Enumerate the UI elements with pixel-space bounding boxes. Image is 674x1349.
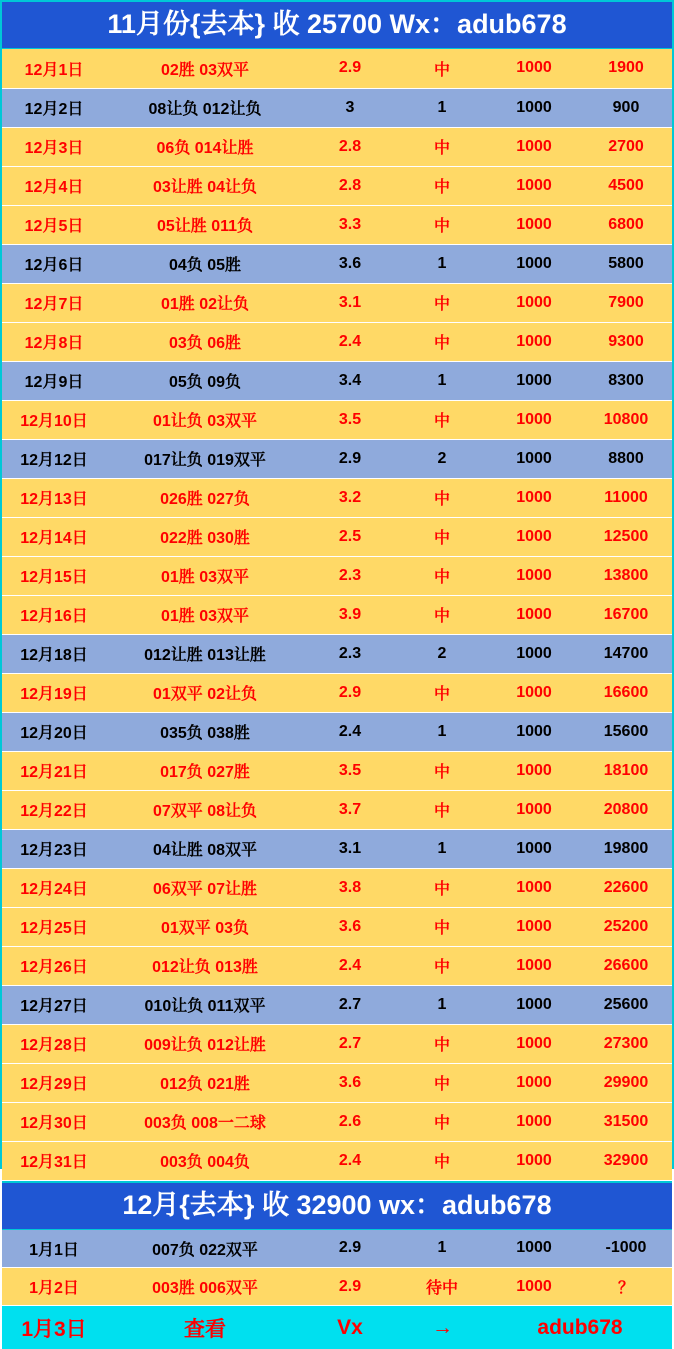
- cell-date: 12月25日: [2, 907, 106, 946]
- cell-stake: 1000: [488, 1268, 580, 1306]
- cell-match: 05让胜 011负: [106, 205, 304, 244]
- cell-result: 中: [396, 283, 488, 322]
- cell-date: 12月10日: [2, 400, 106, 439]
- cell-odds: 3.5: [304, 751, 396, 790]
- cell-match: 01胜 03双平: [106, 595, 304, 634]
- cell-profit: 7900: [580, 283, 672, 322]
- table-row: [2, 400, 672, 439]
- table-row: [2, 595, 672, 634]
- table-row: [2, 985, 672, 1024]
- cta-contact[interactable]: adub678: [488, 1306, 672, 1349]
- cell-result: 中: [396, 1024, 488, 1063]
- cell-result: 中: [396, 751, 488, 790]
- table-row: [2, 49, 672, 88]
- table-row: [2, 946, 672, 985]
- results-body: [2, 49, 672, 1180]
- cell-match: 035负 038胜: [106, 712, 304, 751]
- cell-profit: 22600: [580, 868, 672, 907]
- table-row: [2, 361, 672, 400]
- cell-odds: 2.5: [304, 517, 396, 556]
- cell-date: 12月27日: [2, 985, 106, 1024]
- table-row: [2, 205, 672, 244]
- cell-odds: 3.5: [304, 400, 396, 439]
- cell-stake: 1000: [488, 517, 580, 556]
- table-row: [2, 751, 672, 790]
- cell-date: 12月18日: [2, 634, 106, 673]
- arrow-right-icon: →: [396, 1306, 488, 1349]
- cell-match: 06双平 07让胜: [106, 868, 304, 907]
- cell-match: 012让胜 013让胜: [106, 634, 304, 673]
- cell-profit: 13800: [580, 556, 672, 595]
- cell-stake: 1000: [488, 868, 580, 907]
- results-table: [2, 49, 672, 1181]
- table-row: [2, 1230, 672, 1268]
- cell-stake: 1000: [488, 595, 580, 634]
- table-row: [2, 790, 672, 829]
- cell-stake: 1000: [488, 166, 580, 205]
- cell-date: 12月8日: [2, 322, 106, 361]
- cell-stake: 1000: [488, 1230, 580, 1268]
- cell-match: 01胜 03双平: [106, 556, 304, 595]
- table-row: [2, 673, 672, 712]
- cell-match: 02胜 03双平: [106, 49, 304, 88]
- cta-table: [2, 1306, 672, 1349]
- cell-date: 12月15日: [2, 556, 106, 595]
- table-row: [2, 1063, 672, 1102]
- cell-match: 03让胜 04让负: [106, 166, 304, 205]
- cell-result: 中: [396, 907, 488, 946]
- table-row: [2, 829, 672, 868]
- cell-profit: 900: [580, 88, 672, 127]
- cell-date: 12月5日: [2, 205, 106, 244]
- cell-match: 009让负 012让胜: [106, 1024, 304, 1063]
- cell-stake: 1000: [488, 49, 580, 88]
- cell-stake: 1000: [488, 829, 580, 868]
- cell-result: 中: [396, 946, 488, 985]
- cell-odds: 2.3: [304, 556, 396, 595]
- cell-stake: 1000: [488, 907, 580, 946]
- cell-profit: 11000: [580, 478, 672, 517]
- cell-stake: 1000: [488, 322, 580, 361]
- cell-odds: 3.4: [304, 361, 396, 400]
- cell-result: 中: [396, 868, 488, 907]
- cell-match: 08让负 012让负: [106, 88, 304, 127]
- cell-odds: 2.4: [304, 322, 396, 361]
- table-row: [2, 712, 672, 751]
- cell-date: 12月7日: [2, 283, 106, 322]
- cell-date: 12月16日: [2, 595, 106, 634]
- table-row: [2, 556, 672, 595]
- cell-odds: 2.7: [304, 985, 396, 1024]
- cell-profit: 25200: [580, 907, 672, 946]
- table-row: [2, 88, 672, 127]
- cell-match: 06负 014让胜: [106, 127, 304, 166]
- cell-date: 12月4日: [2, 166, 106, 205]
- cell-profit: 8300: [580, 361, 672, 400]
- cell-date: 1月1日: [2, 1230, 106, 1268]
- cell-date: 12月19日: [2, 673, 106, 712]
- cell-match: 01胜 02让负: [106, 283, 304, 322]
- cell-stake: 1000: [488, 361, 580, 400]
- cell-profit: 8800: [580, 439, 672, 478]
- cell-odds: 2.7: [304, 1024, 396, 1063]
- cell-odds: 3.2: [304, 478, 396, 517]
- cell-odds: 3.8: [304, 868, 396, 907]
- cell-odds: 2.4: [304, 712, 396, 751]
- cell-result: 中: [396, 673, 488, 712]
- cell-stake: 1000: [488, 439, 580, 478]
- footer-table: [2, 1230, 672, 1307]
- cell-date: 12月31日: [2, 1141, 106, 1180]
- cell-profit: 6800: [580, 205, 672, 244]
- cell-stake: 1000: [488, 751, 580, 790]
- cell-profit: 27300: [580, 1024, 672, 1063]
- cell-profit: 15600: [580, 712, 672, 751]
- cell-result: 中: [396, 205, 488, 244]
- cell-match: 017负 027胜: [106, 751, 304, 790]
- cell-stake: 1000: [488, 400, 580, 439]
- cell-profit: 26600: [580, 946, 672, 985]
- cell-odds: 3.6: [304, 244, 396, 283]
- cell-stake: 1000: [488, 790, 580, 829]
- cell-date: 12月2日: [2, 88, 106, 127]
- cell-match: 022胜 030胜: [106, 517, 304, 556]
- cell-profit: 14700: [580, 634, 672, 673]
- cell-stake: 1000: [488, 1024, 580, 1063]
- cell-match: 003负 008一二球: [106, 1102, 304, 1141]
- cell-date: 12月1日: [2, 49, 106, 88]
- cell-profit: 25600: [580, 985, 672, 1024]
- cell-profit: 5800: [580, 244, 672, 283]
- cell-profit: 19800: [580, 829, 672, 868]
- table-row: [2, 868, 672, 907]
- cell-odds: 2.4: [304, 1141, 396, 1180]
- cell-date: 12月9日: [2, 361, 106, 400]
- cell-date: 12月6日: [2, 244, 106, 283]
- cell-result: 待中: [396, 1268, 488, 1306]
- cell-date: 12月23日: [2, 829, 106, 868]
- header-banner: 11月份{去本} 收 25700 Wx：adub678: [2, 2, 672, 49]
- cell-match: 01双平 03负: [106, 907, 304, 946]
- cell-stake: 1000: [488, 283, 580, 322]
- cell-match: 04负 05胜: [106, 244, 304, 283]
- cell-profit: 12500: [580, 517, 672, 556]
- cell-result: 1: [396, 829, 488, 868]
- cell-result: 中: [396, 790, 488, 829]
- cell-profit: 10800: [580, 400, 672, 439]
- cell-date: 1月2日: [2, 1268, 106, 1306]
- cell-result: 中: [396, 517, 488, 556]
- cell-profit: 32900: [580, 1141, 672, 1180]
- cell-profit: 2700: [580, 127, 672, 166]
- cell-stake: 1000: [488, 712, 580, 751]
- cell-match: 003胜 006双平: [106, 1268, 304, 1306]
- cell-match: 03负 06胜: [106, 322, 304, 361]
- table-row: [2, 517, 672, 556]
- cell-result: 1: [396, 244, 488, 283]
- cell-odds: 3: [304, 88, 396, 127]
- cell-stake: 1000: [488, 127, 580, 166]
- cell-match: 003负 004负: [106, 1141, 304, 1180]
- cell-date: 12月28日: [2, 1024, 106, 1063]
- cell-odds: 2.3: [304, 634, 396, 673]
- cell-date: 12月24日: [2, 868, 106, 907]
- cell-odds: 2.9: [304, 49, 396, 88]
- cta-channel: Vx: [304, 1306, 396, 1349]
- cell-date: 12月22日: [2, 790, 106, 829]
- cell-stake: 1000: [488, 946, 580, 985]
- cell-match: 01双平 02让负: [106, 673, 304, 712]
- cell-odds: 2.8: [304, 166, 396, 205]
- cta-date: 1月3日: [2, 1306, 106, 1349]
- cell-profit: 4500: [580, 166, 672, 205]
- table-row: [2, 1141, 672, 1180]
- cell-match: 05负 09负: [106, 361, 304, 400]
- cell-result: 2: [396, 439, 488, 478]
- cell-stake: 1000: [488, 1063, 580, 1102]
- cell-odds: 3.6: [304, 907, 396, 946]
- cell-odds: 2.9: [304, 1230, 396, 1268]
- cell-stake: 1000: [488, 985, 580, 1024]
- cell-odds: 3.6: [304, 1063, 396, 1102]
- cell-odds: 3.1: [304, 283, 396, 322]
- cell-profit: 16600: [580, 673, 672, 712]
- cell-profit: 1900: [580, 49, 672, 88]
- table-row: [2, 439, 672, 478]
- cell-stake: 1000: [488, 244, 580, 283]
- cta-row[interactable]: [2, 1306, 672, 1349]
- cell-date: 12月29日: [2, 1063, 106, 1102]
- table-row: [2, 478, 672, 517]
- cell-match: 012负 021胜: [106, 1063, 304, 1102]
- cell-profit: 20800: [580, 790, 672, 829]
- table-row: [2, 127, 672, 166]
- cell-result: 1: [396, 361, 488, 400]
- cell-odds: 3.3: [304, 205, 396, 244]
- cell-odds: 3.9: [304, 595, 396, 634]
- table-row: [2, 1024, 672, 1063]
- cell-result: 中: [396, 595, 488, 634]
- cell-match: 012让负 013胜: [106, 946, 304, 985]
- table-row: [2, 1102, 672, 1141]
- cell-date: 12月30日: [2, 1102, 106, 1141]
- cell-profit: 18100: [580, 751, 672, 790]
- cell-odds: 2.9: [304, 673, 396, 712]
- cell-result: 中: [396, 556, 488, 595]
- table-row: [2, 283, 672, 322]
- cell-profit: 16700: [580, 595, 672, 634]
- cell-result: 中: [396, 1141, 488, 1180]
- cell-result: 中: [396, 400, 488, 439]
- cell-result: 1: [396, 88, 488, 127]
- cell-odds: 2.8: [304, 127, 396, 166]
- cell-date: 12月20日: [2, 712, 106, 751]
- cell-match: 04让胜 08双平: [106, 829, 304, 868]
- cell-stake: 1000: [488, 88, 580, 127]
- cell-odds: 2.4: [304, 946, 396, 985]
- cell-odds: 2.9: [304, 439, 396, 478]
- cell-stake: 1000: [488, 478, 580, 517]
- cell-match: 007负 022双平: [106, 1230, 304, 1268]
- cell-stake: 1000: [488, 205, 580, 244]
- table-row: [2, 166, 672, 205]
- cell-result: 中: [396, 127, 488, 166]
- cell-date: 12月14日: [2, 517, 106, 556]
- cell-odds: 2.6: [304, 1102, 396, 1141]
- cell-date: 12月26日: [2, 946, 106, 985]
- table-row: [2, 244, 672, 283]
- cell-stake: 1000: [488, 1102, 580, 1141]
- cell-stake: 1000: [488, 673, 580, 712]
- cell-stake: 1000: [488, 634, 580, 673]
- cell-profit: ？: [580, 1268, 672, 1306]
- table-row: [2, 634, 672, 673]
- cell-profit: 9300: [580, 322, 672, 361]
- cell-match: 010让负 011双平: [106, 985, 304, 1024]
- cell-match: 01让负 03双平: [106, 400, 304, 439]
- cell-profit: 29900: [580, 1063, 672, 1102]
- cell-date: 12月21日: [2, 751, 106, 790]
- cell-result: 中: [396, 322, 488, 361]
- cell-result: 1: [396, 1230, 488, 1268]
- mid-banner: 12月{去本} 收 32900 wx：adub678: [2, 1181, 672, 1230]
- cell-result: 中: [396, 1102, 488, 1141]
- cell-date: 12月13日: [2, 478, 106, 517]
- cell-result: 2: [396, 634, 488, 673]
- cell-match: 07双平 08让负: [106, 790, 304, 829]
- cell-date: 12月3日: [2, 127, 106, 166]
- cell-match: 017让负 019双平: [106, 439, 304, 478]
- cell-date: 12月12日: [2, 439, 106, 478]
- cell-odds: 3.7: [304, 790, 396, 829]
- cell-profit: 31500: [580, 1102, 672, 1141]
- cell-profit: -1000: [580, 1230, 672, 1268]
- cell-result: 中: [396, 49, 488, 88]
- cell-stake: 1000: [488, 1141, 580, 1180]
- table-row: [2, 322, 672, 361]
- cell-result: 中: [396, 1063, 488, 1102]
- table-row: [2, 1268, 672, 1306]
- cell-odds: 2.9: [304, 1268, 396, 1306]
- cell-result: 1: [396, 985, 488, 1024]
- table-row: [2, 907, 672, 946]
- cell-result: 中: [396, 478, 488, 517]
- cell-result: 1: [396, 712, 488, 751]
- cta-view-button[interactable]: 查看: [106, 1306, 304, 1349]
- cell-result: 中: [396, 166, 488, 205]
- cell-stake: 1000: [488, 556, 580, 595]
- cell-odds: 3.1: [304, 829, 396, 868]
- cell-match: 026胜 027负: [106, 478, 304, 517]
